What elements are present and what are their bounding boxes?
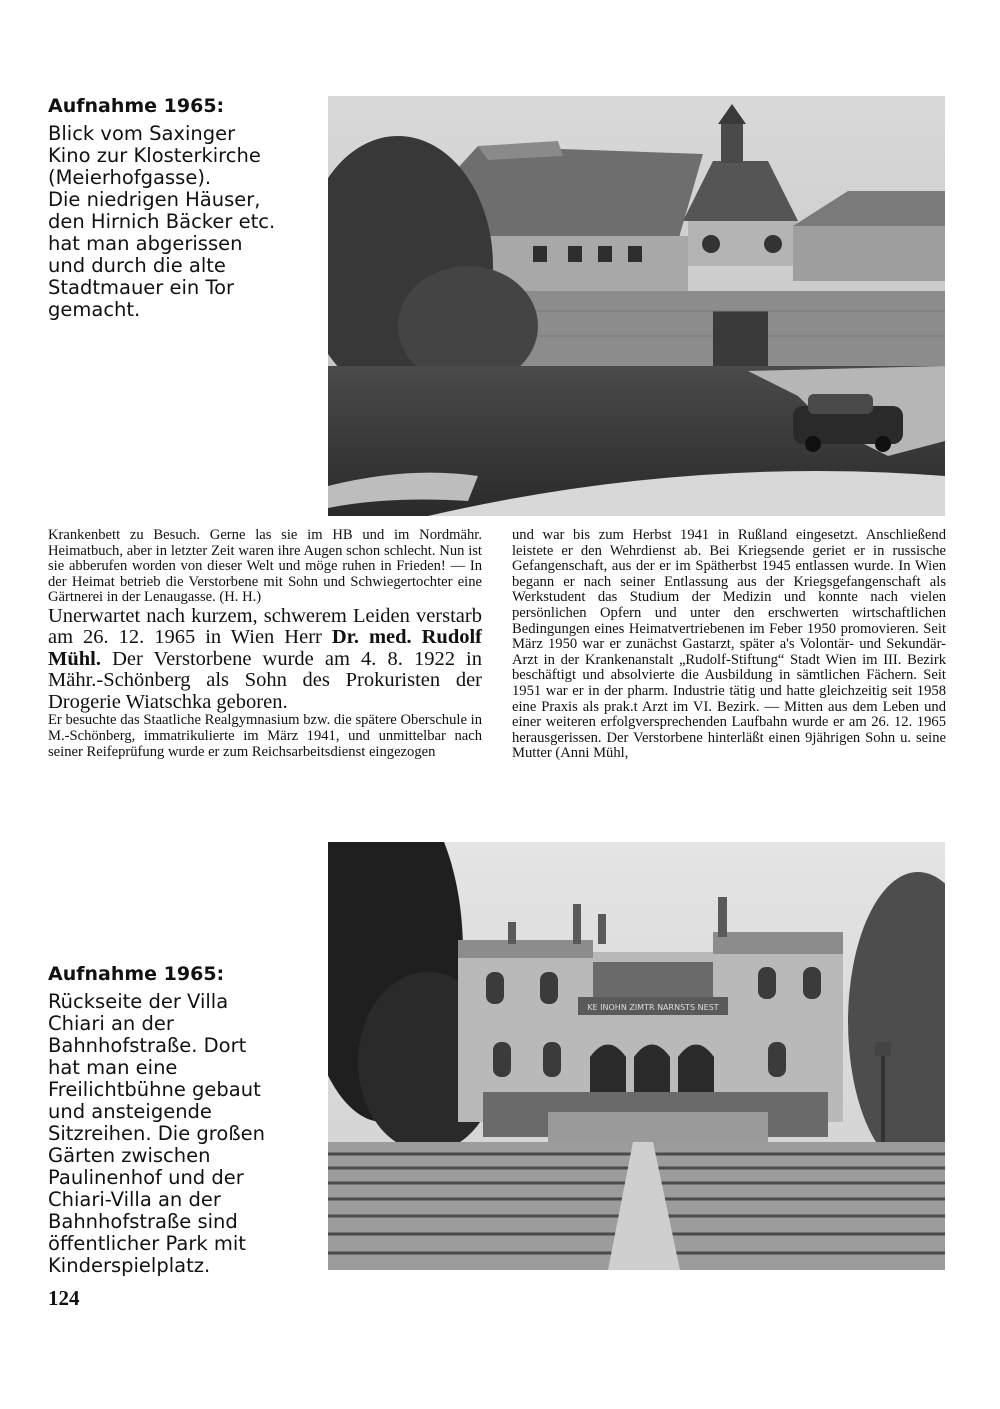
obituary-previous-text: Krankenbett zu Besuch. Gerne las sie im HB und im Nordmähr. Heimatbuch, aber in letzter Zeit waren ihre Augen schon schlecht. Nun ist sie abberufen worden von dieser Welt und möge ruhen in Frieden! — In der Heimat betrieb die Verstorbene mit Sohn und Schwiegertochter eine Gärtnerei in der Lenaugasse. (H. H.) bbox=[48, 527, 482, 606]
obituary-heading-part-2: Der Verstorbene wurde am 4. 8. 1922 in Mähr.-Schönberg als Sohn des Prokuristen der Drogerie Wiatschka geboren. bbox=[48, 647, 482, 713]
obituary-heading-part-1: Unerwartet nach kurzem, schwerem Leiden verstarb am 26. 12. 1965 in Wien Herr bbox=[48, 604, 482, 649]
caption-2 bbox=[48, 963, 318, 1277]
obituary-education-text: Er besuchte das Staatliche Realgymnasium bzw. die spätere Oberschule in M.-Schönberg, immatrikulierte im März 1941, und unmittelbar nach seiner Reifeprüfung wurde er zum Reichsarbeitsdienst eingezogen bbox=[48, 712, 482, 760]
obituary-name: Dr. med. Rudolf Mühl. bbox=[48, 626, 483, 670]
caption-2-body: Rückseite der Villa Chiari an der Bahnhofstraße. Dort hat man eine Freilichtbühne gebaut und ansteigende Sitzreihen. Die großen Gärten zwischen Paulinenhof und der Chiari-Villa an der Bahnhofstraße sind öffentlicher Park mit Kinderspielplatz. bbox=[48, 990, 265, 1277]
photo-villa-chiari-drawing bbox=[328, 842, 945, 1270]
caption-1 bbox=[48, 95, 318, 321]
right-text-column bbox=[512, 528, 946, 762]
caption-1-body: Blick vom Saxinger Kino zur Klosterkirche (Meierhofgasse). Die niedrigen Häuser, den Hirnich Bäcker etc. hat man abgerissen und durch die alte Stadtmauer ein Tor gemacht. bbox=[48, 122, 276, 321]
villa-sign-text: KE INOHN ZIMTR NARNSTS NEST bbox=[587, 1003, 719, 1012]
photo-klosterkirche bbox=[328, 96, 945, 516]
photo-klosterkirche-drawing bbox=[328, 96, 945, 516]
left-text-column bbox=[48, 528, 482, 760]
caption-1-title: Aufnahme 1965: bbox=[48, 95, 225, 117]
obituary-heading bbox=[48, 606, 482, 714]
caption-2-title: Aufnahme 1965: bbox=[48, 963, 225, 985]
photo-villa-chiari bbox=[328, 842, 945, 1270]
obituary-career-text: und war bis zum Herbst 1941 in Rußland eingesetzt. Anschließend leistete er den Wehrdienst ab. Bei Kriegsende geriet er in russische Gefangenschaft, aus der er im Spätherbst 1945 entlassen wurde. In Wien begann er nach seiner Entlassung aus der Kriegsgefangenschaft als Werkstudent das Studium der Medizin und konnte nach vielen persönlichen Opfern und unter den erschwerten wirtschaftlichen Bedingungen eines Heimatvertriebenen im Feber 1950 promovieren. Seit März 1950 war er zunächst Gastarzt, später a's Volontär- und Sekundär-Arzt in der Krankenanstalt „Rudolf-Stiftung“ Stadt Wien im III. Bezirk beschäftigt und absolvierte die Ausbildung in sämtlichen Fächern. Seit 1951 war er in der pharm. Industrie tätig und hatte gleichzeitig seit 1958 eine Praxis als prak.t Arzt im VI. Bezirk. — Mitten aus dem Leben und einer weiteren erfolgversprechenden Laufbahn wurde er am 26. 12. 1965 herausgerissen. Der Verstorbene hinterläßt einen 9jährigen Sohn u. seine Mutter (Anni Mühl, bbox=[512, 527, 946, 762]
page-number: 124 bbox=[48, 1286, 80, 1310]
